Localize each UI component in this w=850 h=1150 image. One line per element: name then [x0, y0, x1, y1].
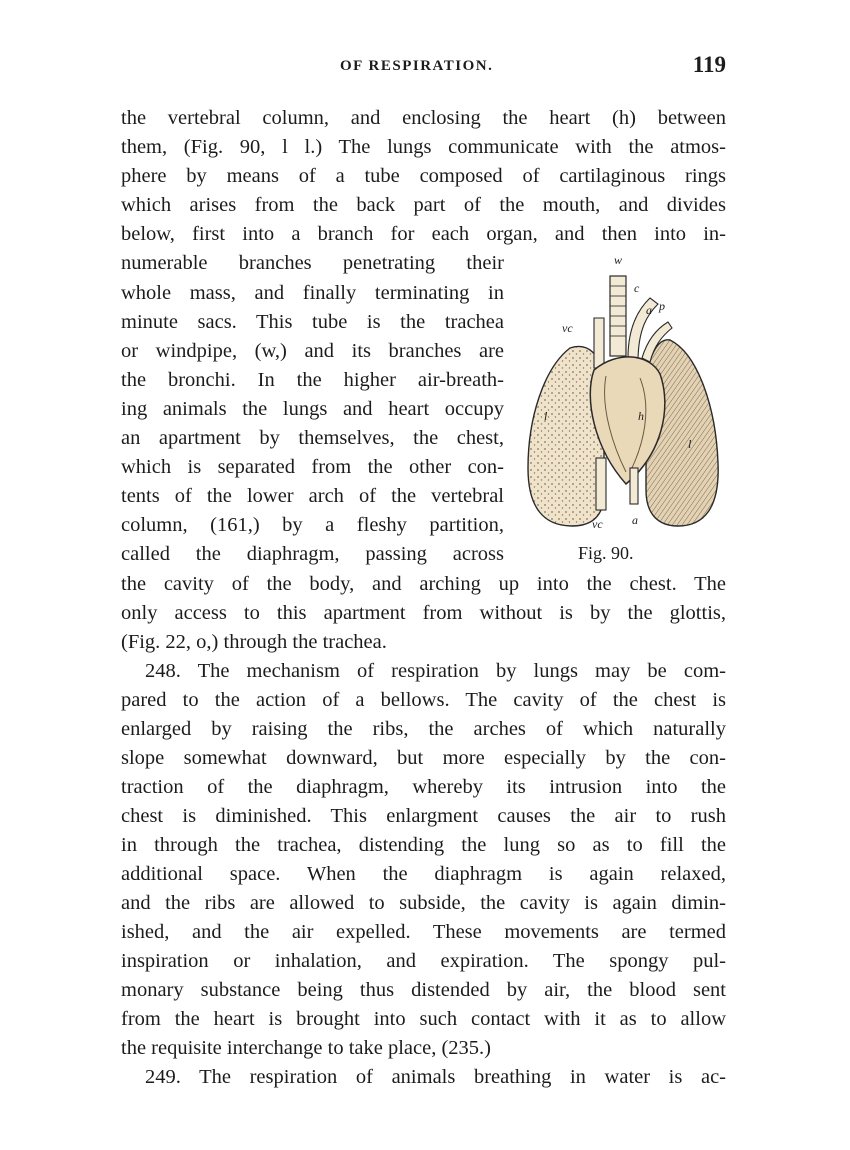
text-line: ing animals the lungs and heart occupy [121, 398, 504, 420]
text-line: slope somewhat downward, but more especially by the con- [121, 747, 726, 769]
text-line: below, first into a branch for each organ, and then into in- [121, 223, 726, 245]
figure-90-lungs-heart [522, 258, 722, 530]
label-l-left: l [544, 409, 548, 423]
running-head: OF RESPIRATION. [340, 58, 494, 74]
text-line: called the diaphragm, passing across [121, 543, 504, 565]
text-line: column, (161,) by a fleshy partition, [121, 514, 504, 536]
text-line: an apartment by themselves, the chest, [121, 427, 504, 449]
text-line: the cavity of the body, and arching up into the chest. The [121, 573, 726, 595]
text-line: the requisite interchange to take place, (235.) [121, 1037, 491, 1059]
label-a-bottom: a [632, 513, 638, 527]
text-line: tents of the lower arch of the vertebral [121, 485, 504, 507]
text-line: minute sacs. This tube is the trachea [121, 311, 504, 333]
paragraph-start-249: 249. The respiration of animals breathing in water is ac- [145, 1066, 726, 1088]
text-line: pared to the action of a bellows. The cavity of the chest is [121, 689, 726, 711]
text-line: or windpipe, (w,) and its branches are [121, 340, 504, 362]
text-line: chest is diminished. This enlargment causes the air to rush [121, 805, 726, 827]
text-line: which arises from the back part of the mouth, and divides [121, 194, 726, 216]
text-line: in through the trachea, distending the lung so as to fill the [121, 834, 726, 856]
text-line: the bronchi. In the higher air-breath- [121, 369, 504, 391]
label-w: w [614, 258, 623, 267]
text-line: traction of the diaphragm, whereby its intrusion into the [121, 776, 726, 798]
text-line: phere by means of a tube composed of cartilaginous rings [121, 165, 726, 187]
vena-cava-inferior [596, 458, 606, 510]
text-line: (Fig. 22, o,) through the trachea. [121, 631, 387, 653]
text-line: additional space. When the diaphragm is again relaxed, [121, 863, 726, 885]
vena-cava-superior [594, 318, 604, 368]
label-p: p [659, 299, 665, 313]
text-line: numerable branches penetrating their [121, 252, 504, 274]
label-h: h [638, 409, 644, 423]
label-vc-bottom: vc [592, 517, 603, 530]
text-line: ished, and the air expelled. These movements are termed [121, 921, 726, 943]
label-c: c [634, 281, 640, 295]
figure-caption: Fig. 90. [578, 543, 634, 563]
text-line: and the ribs are allowed to subside, the cavity is again dimin- [121, 892, 726, 914]
text-line: them, (Fig. 90, l l.) The lungs communicate with the atmos- [121, 136, 726, 158]
text-line: inspiration or inhalation, and expiration. The spongy pul- [121, 950, 726, 972]
text-line: monary substance being thus distended by air, the blood sent [121, 979, 726, 1001]
text-line: from the heart is brought into such contact with it as to allow [121, 1008, 726, 1030]
label-vc-top: vc [562, 321, 573, 335]
text-line: enlarged by raising the ribs, the arches of which naturally [121, 718, 726, 740]
lungs-heart-illustration [522, 258, 722, 530]
text-line: the vertebral column, and enclosing the heart (h) between [121, 107, 726, 129]
page-number: 119 [692, 52, 726, 77]
text-line: which is separated from the other con- [121, 456, 504, 478]
paragraph-start-248: 248. The mechanism of respiration by lungs may be com- [145, 660, 726, 682]
label-l-right: l [688, 437, 692, 451]
text-line: only access to this apartment from without is by the glottis, [121, 602, 726, 624]
text-line: whole mass, and finally terminating in [121, 282, 504, 304]
aorta-descending [630, 468, 638, 504]
label-a-top: a [646, 303, 652, 317]
